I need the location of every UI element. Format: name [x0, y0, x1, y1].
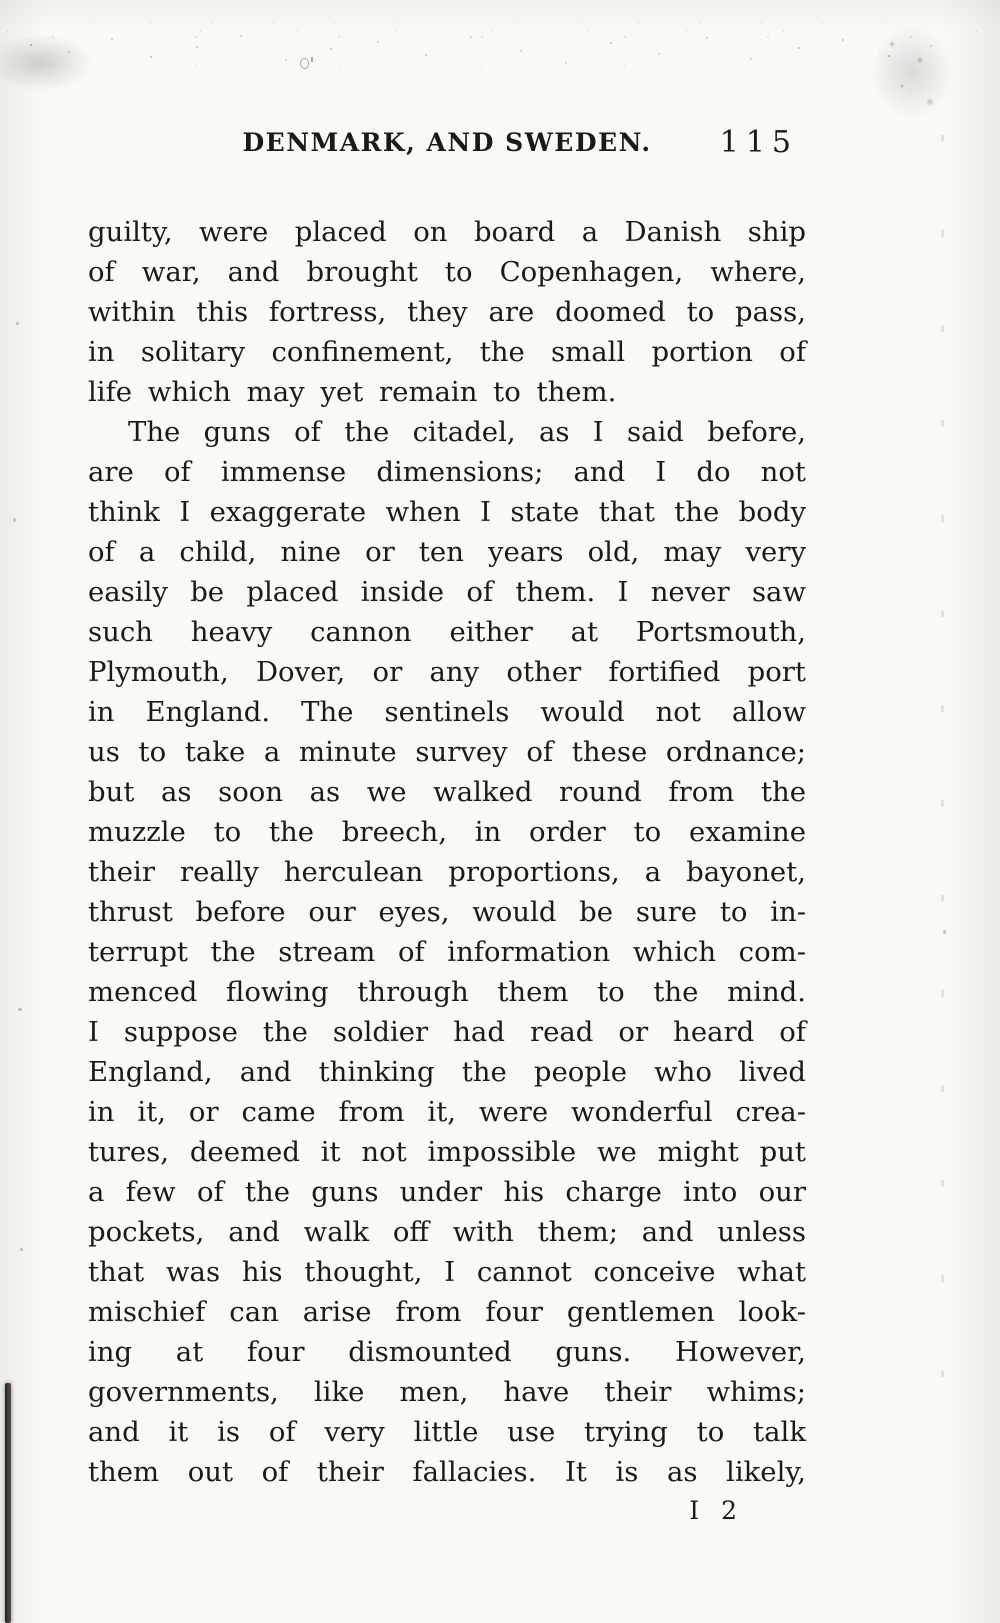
scan-speck: [943, 930, 946, 934]
text-line: their really herculean proportions, a bayonet,: [88, 856, 806, 888]
text-line: muzzle to the breech, in order to examine: [88, 816, 806, 848]
text-line: of war, and brought to Copenhagen, where,: [88, 256, 806, 288]
text-line: guilty, were placed on board a Danish ship: [88, 216, 806, 248]
signature-mark: I 2: [689, 1496, 744, 1525]
print-artifact: [300, 58, 309, 69]
text-line: in solitary confinement, the small portion of: [88, 336, 806, 368]
text-line: I suppose the soldier had read or heard of: [88, 1016, 806, 1048]
text-line: us to take a minute survey of these ordnance;: [88, 736, 806, 768]
running-header-title: DENMARK, AND SWEDEN.: [242, 128, 652, 157]
text-line: terrupt the stream of information which com-: [88, 936, 806, 968]
text-line: England, and thinking the people who lived: [88, 1056, 806, 1088]
scan-edge-marks-right: [941, 135, 944, 1455]
text-line: governments, like men, have their whims;: [88, 1376, 806, 1408]
text-line: The guns of the citadel, as I said before,: [128, 416, 806, 448]
text-block: [88, 125, 806, 1525]
scan-speck: [20, 1248, 23, 1251]
scan-speck: [18, 1008, 22, 1011]
scan-speck: [16, 322, 19, 325]
text-line: in it, or came from it, were wonderful crea-: [88, 1096, 806, 1128]
text-line: mischief can arise from four gentlemen look-: [88, 1296, 806, 1328]
text-line: and it is of very little use trying to talk: [88, 1416, 806, 1448]
body-text: [88, 212, 806, 1492]
binding-gutter-shadow: [5, 1383, 11, 1623]
text-line: but as soon as we walked round from the: [88, 776, 806, 808]
page-number: 115: [719, 125, 798, 160]
scan-noise-band: [0, 20, 1000, 115]
text-line: of a child, nine or ten years old, may very: [88, 536, 806, 568]
text-line: menced flowing through them to the mind.: [88, 976, 806, 1008]
text-line: tures, deemed it not impossible we might put: [88, 1136, 806, 1168]
text-line: in England. The sentinels would not allow: [88, 696, 806, 728]
text-line: Plymouth, Dover, or any other fortified port: [88, 656, 806, 688]
text-line: them out of their fallacies. It is as likely,: [88, 1456, 806, 1488]
text-line: easily be placed inside of them. I never saw: [88, 576, 806, 608]
text-line: think I exaggerate when I state that the body: [88, 496, 806, 528]
text-line: a few of the guns under his charge into our: [88, 1176, 806, 1208]
text-line: within this fortress, they are doomed to pass,: [88, 296, 806, 328]
scan-smudge-top-right: [872, 26, 952, 118]
scan-speck: [13, 518, 16, 522]
text-line: that was his thought, I cannot conceive what: [88, 1256, 806, 1288]
text-line: life which may yet remain to them.: [88, 376, 617, 408]
text-line: thrust before our eyes, would be sure to in-: [88, 896, 806, 928]
text-line: are of immense dimensions; and I do not: [88, 456, 806, 488]
text-line: such heavy cannon either at Portsmouth,: [88, 616, 806, 648]
text-line: ing at four dismounted guns. However,: [88, 1336, 806, 1368]
text-line: pockets, and walk off with them; and unless: [88, 1216, 806, 1248]
running-header: [88, 125, 806, 168]
